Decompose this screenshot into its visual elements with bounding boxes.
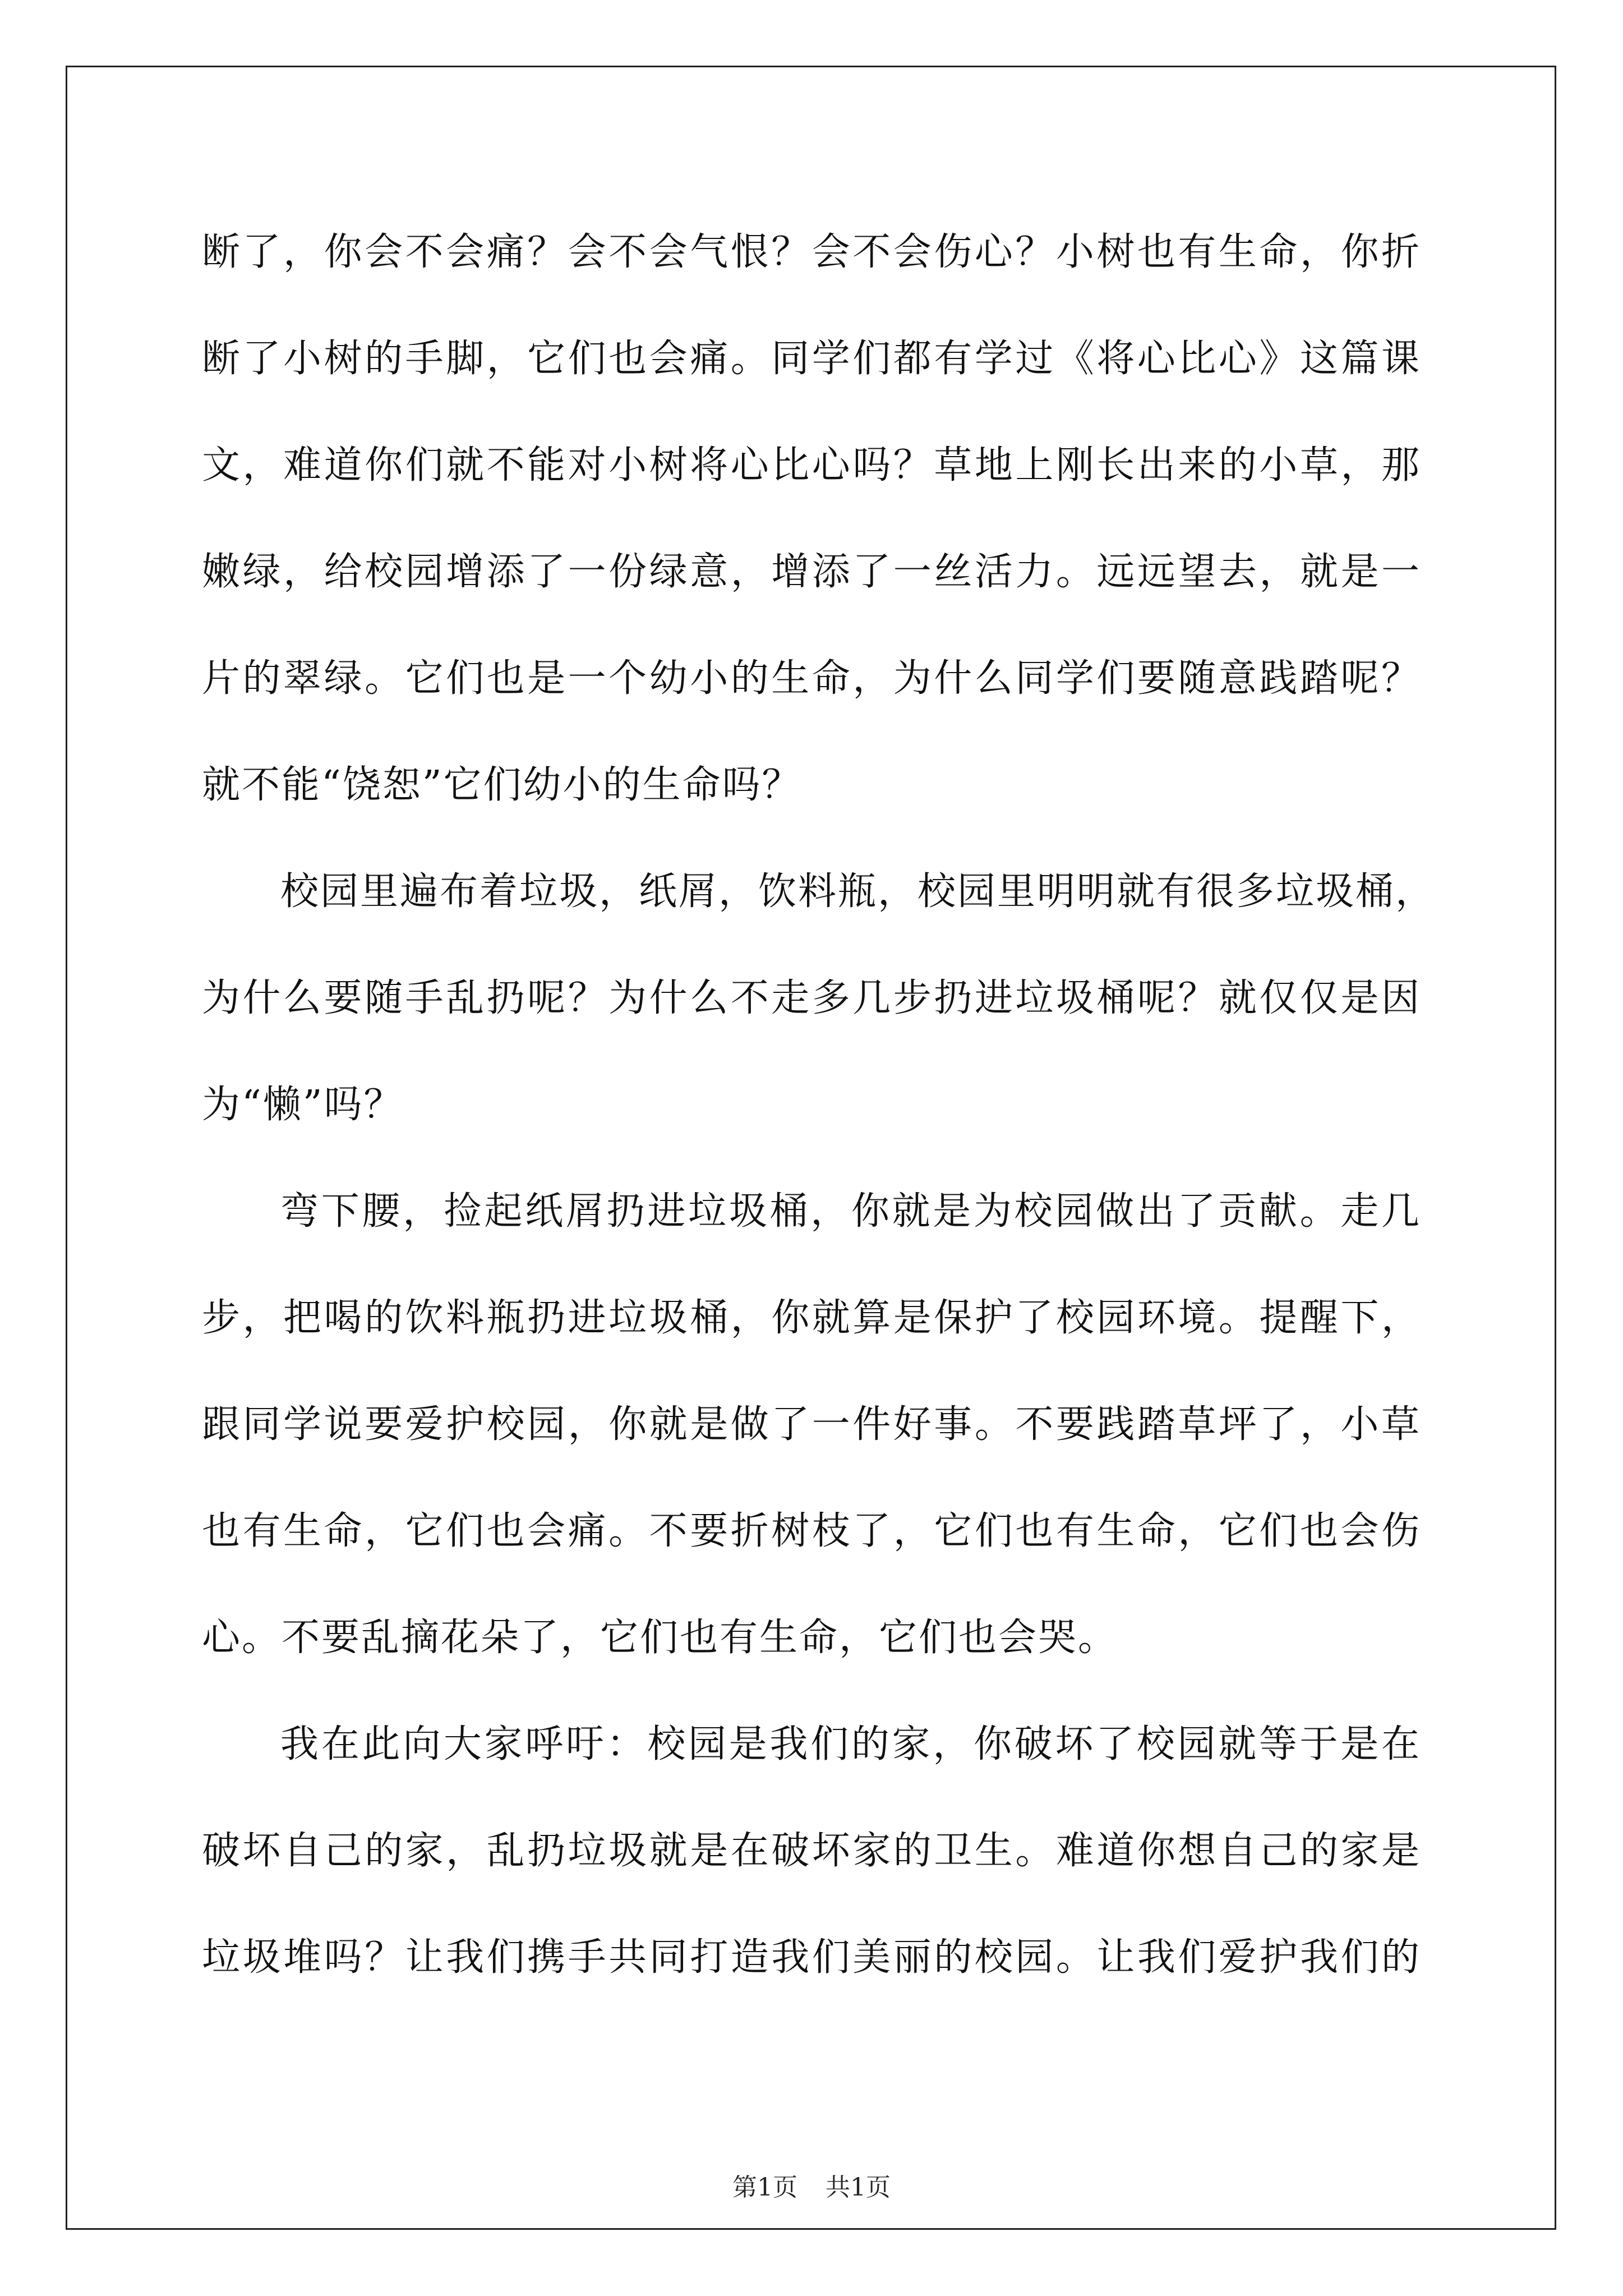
text-line: 断了小树的手脚，它们也会痛。同学们都有学过《将心比心》这篇课: [202, 337, 1421, 381]
text-line: 为“懒”吗？: [202, 1083, 404, 1127]
page-number-total: 共1页: [826, 2173, 891, 2202]
text-line: 我在此向大家呼吁：校园是我们的家，你破坏了校园就等于是在: [280, 1722, 1421, 1766]
text-line: 破坏自己的家，乱扔垃圾就是在破坏家的卫生。难道你想自己的家是: [202, 1829, 1421, 1873]
text-line: 也有生命，它们也会痛。不要折树枝了，它们也有生命，它们也会伤: [202, 1509, 1421, 1553]
page-number-current: 第1页: [732, 2173, 797, 2202]
text-line: 为什么要随手乱扔呢？为什么不走多几步扔进垃圾桶呢？就仅仅是因: [202, 976, 1421, 1020]
text-line: 嫩绿，给校园增添了一份绿意，增添了一丝活力。远远望去，就是一: [202, 550, 1421, 594]
text-line: 弯下腰，捡起纸屑扔进垃圾桶，你就是为校园做出了贡献。走几: [280, 1189, 1421, 1234]
text-line: 垃圾堆吗？让我们携手共同打造我们美丽的校园。让我们爱护我们的: [202, 1935, 1421, 1980]
text-line: 心。不要乱摘花朵了，它们也有生命，它们也会哭。: [202, 1616, 1118, 1660]
text-line: 就不能“饶恕”它们幼小的生命吗？: [202, 763, 802, 807]
text-line: 步，把喝的饮料瓶扔进垃圾桶，你就算是保护了校园环境。提醒下，: [202, 1296, 1421, 1340]
text-line: 文，难道你们就不能对小树将心比心吗？草地上刚长出来的小草，那: [202, 443, 1421, 487]
text-line: 断了，你会不会痛？会不会气恨？会不会伤心？小树也有生命，你折: [202, 230, 1421, 274]
text-line: 跟同学说要爱护校园，你就是做了一件好事。不要践踏草坪了，小草: [202, 1402, 1421, 1447]
text-line: 校园里遍布着垃圾，纸屑，饮料瓶，校园里明明就有很多垃圾桶，: [280, 869, 1436, 914]
text-line: 片的翠绿。它们也是一个幼小的生命，为什么同学们要随意践踏呢？: [202, 656, 1421, 701]
page-footer: [0, 2171, 1623, 2205]
